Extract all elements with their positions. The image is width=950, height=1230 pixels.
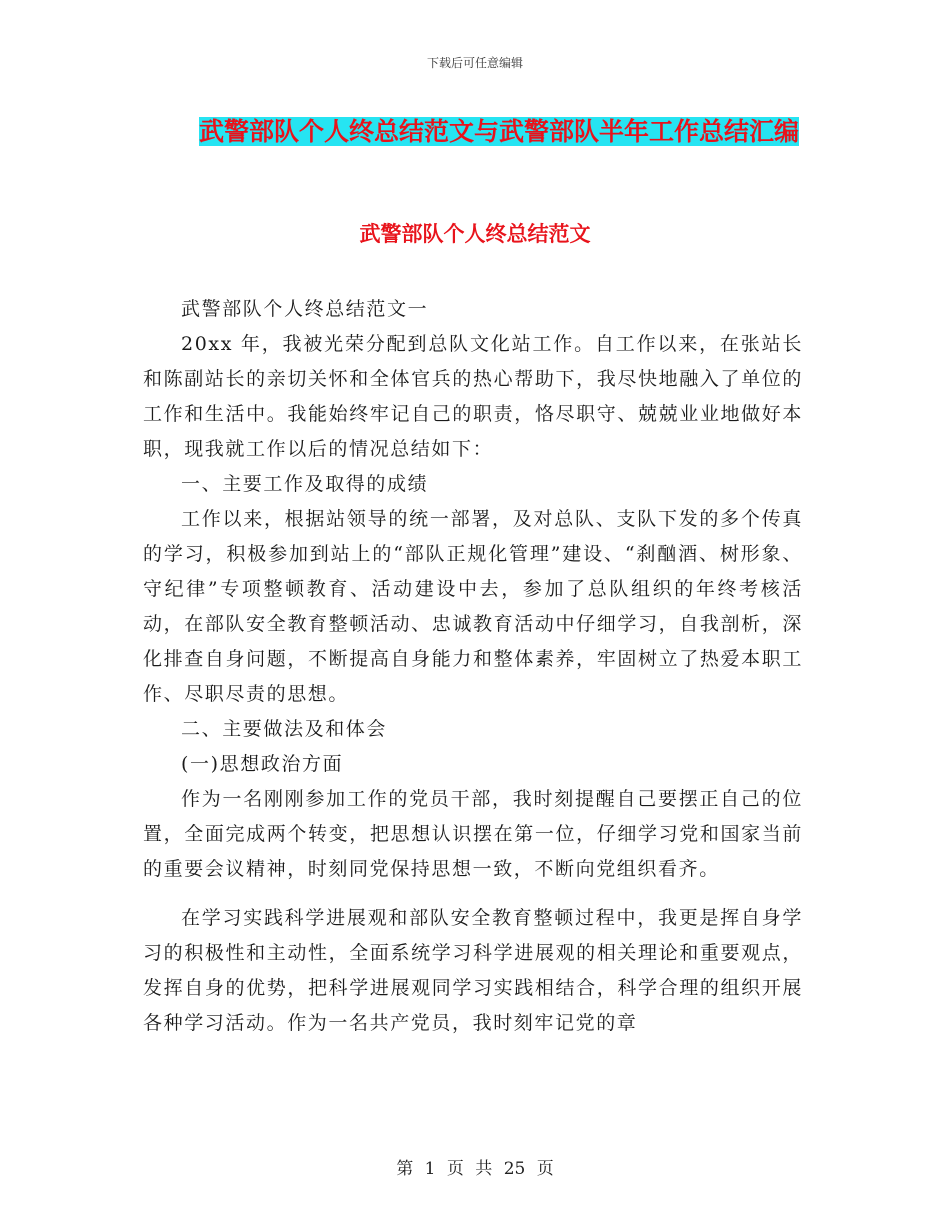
paragraph: (一)思想政治方面	[181, 753, 344, 775]
paragraph: 武警部队个人终总结范文一	[181, 298, 429, 320]
paragraph: 作为一名刚刚参加工作的党员干部，我时刻提醒自己要摆正自己的位置，全面完成两个转变，把思想认识摆在第一位，仔细学习党和国家当前的重要会议精神，时刻同党保持思想一致，不断向党组织看齐。	[143, 788, 803, 880]
paragraph: 一、主要工作及取得的成绩	[181, 473, 429, 495]
paragraph: 工作以来，根据站领导的统一部署，及对总队、支队下发的多个传真的学习，积极参加到站上的“部队正规化管理”建设、“刹酗酒、树形象、守纪律”专项整顿教育、活动建设中去，参加了总队组织的年终考核活动，在部队安全教育整顿活动、忠诚教育活动中仔细学习，自我剖析，深化排查自身问题，不断提高自身能力和整体素养，牢固树立了热爱本职工作、尽职尽责的思想。	[143, 508, 803, 705]
page-number-footer: 第 1 页 共 25 页	[396, 1159, 554, 1179]
page-header-note: 下载后可任意编辑	[426, 56, 523, 70]
paragraph: 二、主要做法及和体会	[181, 718, 388, 740]
document-title-text: 武警部队个人终总结范文与武警部队半年工作总结汇编	[198, 117, 799, 146]
document-body	[143, 292, 803, 1041]
section-title: 武警部队个人终总结范文	[359, 222, 591, 246]
paragraph: 在学习实践科学进展观和部队安全教育整顿过程中，我更是挥自身学习的积极性和主动性，全面系统学习科学进展观的相关理论和重要观点，发挥自身的优势，把科学进展观同学习实践相结合，科学合理的组织开展各种学习活动。作为一名共产党员，我时刻牢记党的章	[143, 907, 803, 1034]
document-title	[193, 110, 805, 154]
paragraph: 20xx 年，我被光荣分配到总队文化站工作。自工作以来，在张站长和陈副站长的亲切关怀和全体官兵的热心帮助下，我尽快地融入了单位的工作和生活中。我能始终牢记自己的职责，恪尽职守、兢兢业业地做好本职，现我就工作以后的情况总结如下：	[143, 333, 803, 460]
